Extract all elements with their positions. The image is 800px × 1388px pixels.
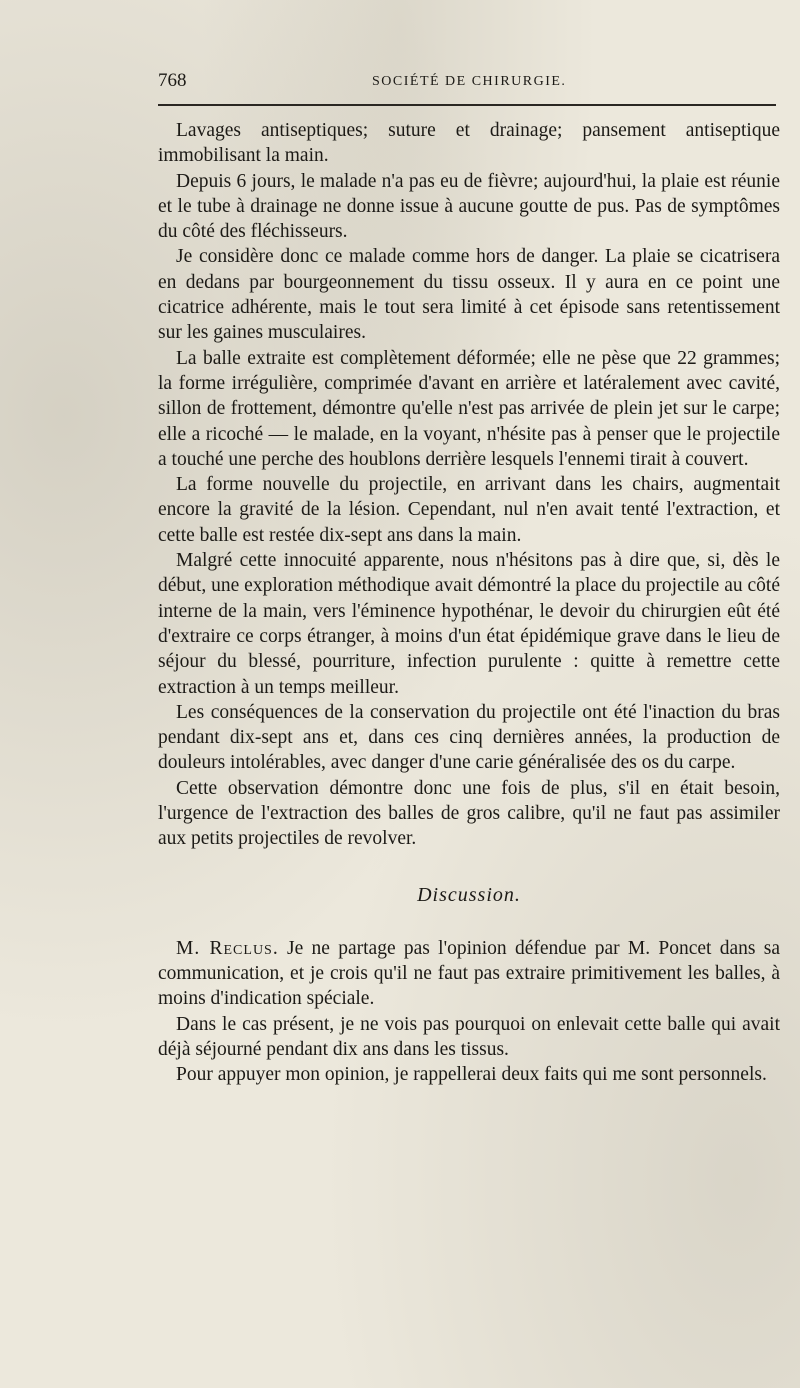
speaker-name: M. Reclus.: [176, 937, 279, 959]
page-number: 768: [158, 70, 187, 91]
header-rule: [158, 104, 776, 106]
paragraph-reclus: [158, 936, 780, 1012]
running-title: SOCIÉTÉ DE CHIRURGIE.: [372, 74, 567, 89]
section-heading-discussion: Discussion.: [417, 883, 521, 906]
paragraph-depuis: Depuis 6 jours, le malade n'a pas eu de fièvre; aujourd'hui, la plaie est réunie et le tube à drainage ne donne issue à aucune goutte de pus. Pas de symptômes du côté des fléchisseurs.: [158, 170, 780, 243]
paragraph-cas-present: Dans le cas présent, je ne vois pas pourquoi on enlevait cette balle qui avait déjà séjourné pendant dix ans dans les tissus.: [158, 1013, 780, 1060]
paragraph-lavages: Lavages antiseptiques; suture et drainage; pansement antiseptique immobilisant la main.: [158, 120, 780, 167]
page-header: [158, 70, 778, 94]
reclus-statement: Je ne partage pas l'opinion défendue par M. Poncet dans sa communication, et je crois qu'il ne faut pas extraire primitivement les balles, à moins d'indication spéciale.: [158, 937, 781, 1010]
paragraph-malgre: Malgré cette innocuité apparente, nous n'hésitons pas à dire que, si, dès le début, une exploration méthodique avait démontré la place du projectile au côté interne de la main, vers l'éminence hypothénar, le devoir du chirurgien eût été d'extraire ce corps étranger, à moins d'un état épidémique grave dans le lieu de séjour du blessé, pourriture, infection purulente : quitte à remettre cette extraction à un temps meilleur.: [158, 550, 780, 698]
paragraph-cette-observation: Cette observation démontre donc une fois de plus, s'il en était besoin, l'urgence de l'extraction des balles de gros calibre, qu'il ne faut pas assimiler aux petits projectiles de revolver.: [158, 777, 780, 850]
paragraph-appuyer: Pour appuyer mon opinion, je rappellerai deux faits qui me sont personnels.: [176, 1064, 767, 1086]
paragraph-la-balle: La balle extraite est complètement déformée; elle ne pèse que 22 grammes; la forme irrégulière, comprimée d'avant en arrière et latéralement avec cavité, sillon de frottement, démontre qu'elle n'est pas arrivée de plein jet sur le carpe; elle a ricoché — le malade, en la voyant, n'hésite pas à penser que le projectile a touché une perche des houblons derrière lesquels l'ennemi tirait à couvert.: [158, 347, 780, 470]
paragraph-la-forme: La forme nouvelle du projectile, en arrivant dans les chairs, augmentait encore la gravité de la lésion. Cependant, nul n'en avait tenté l'extraction, et cette balle est restée dix-sept ans dans la main.: [158, 474, 780, 546]
paragraph-je-considere: Je considère donc ce malade comme hors de danger. La plaie se cicatrisera en dedans par bourgeonnement du tissu osseux. Il y aura en ce point une cicatrice adhérente, mais le tout sera limité à cet épisode sans retentissement sur les gaines musculaires.: [158, 246, 780, 344]
body-text: [158, 118, 780, 1087]
paragraph-consequences: Les conséquences de la conservation du projectile ont été l'inaction du bras pendant dix-sept ans et, dans ces cinq dernières années, la production de douleurs intolérables, avec danger d'une carie généralisée des os du carpe.: [158, 701, 780, 774]
